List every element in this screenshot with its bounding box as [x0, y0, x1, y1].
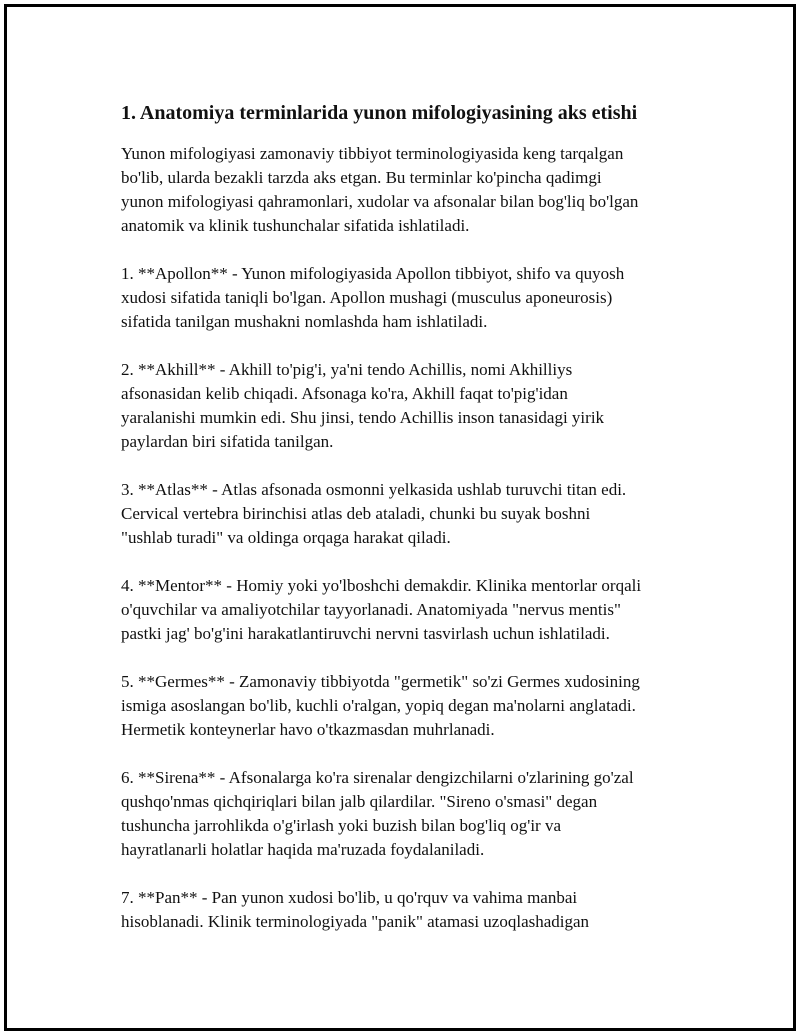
page-frame — [4, 4, 796, 1031]
item-apollon-paragraph: 1. **Apollon** - Yunon mifologiyasida Apollon tibbiyot, shifo va quyosh xudosi sifatida taniqli bo'lgan. Apollon mushagi (musculus aponeurosis) sifatida tanilgan mushakni nomlashda ham ishlatiladi. — [121, 264, 625, 331]
item-pan-paragraph: 7. **Pan** - Pan yunon xudosi bo'lib, u qo'rquv va vahima manbai hisoblanadi. Klinik terminologiyada "panik" atamasi uzoqlashadigan — [121, 888, 590, 931]
intro-paragraph: Yunon mifologiyasi zamonaviy tibbiyot terminologiyasida keng tarqalgan bo'lib, ularda bezakli tarzda aks etgan. Bu terminlar ko'pincha qadimgi yunon mifologiyasi qahramonlari, xudolar va afsonalar bilan bog'liq bo'lgan anatomik va klinik tushunchalar sifatida ishlatiladi. — [121, 144, 639, 235]
item-germes-paragraph: 5. **Germes** - Zamonaviy tibbiyotda "germetik" so'zi Germes xudosining ismiga asoslangan bo'lib, kuchli o'ralgan, yopiq degan ma'nolarni anglatadi. Hermetik konteynerlar havo o'tkazmasdan muhrlanadi. — [121, 672, 640, 739]
item-mentor-paragraph: 4. **Mentor** - Homiy yoki yo'lboshchi demakdir. Klinika mentorlar orqali o'quvchilar va amaliyotchilar tayyorlanadi. Anatomiyada "nervus mentis" pastki jag' bo'g'ini harakatlantiruvchi nervni tasvirlash uchun ishlatiladi. — [121, 576, 642, 643]
item-atlas-paragraph: 3. **Atlas** - Atlas afsonada osmonni yelkasida ushlab turuvchi titan edi. Cervical vertebra birinchisi atlas deb ataladi, chunki bu suyak boshni "ushlab turadi" va oldinga orqaga harakat qiladi. — [121, 480, 627, 547]
item-sirena-paragraph: 6. **Sirena** - Afsonalarga ko'ra sirenalar dengizchilarni o'zlarining go'zal qushqo'nmas qichqiriqlari bilan jalb qilardilar. "Sireno o'smasi" degan tushuncha jarrohlikda o'g'irlash yoki buzish bilan bog'liq og'ir va hayratlanarli holatlar haqida ma'ruzada foydalaniladi. — [121, 768, 634, 859]
document-title: 1. Anatomiya terminlarida yunon mifologiyasining aks etishi — [121, 102, 638, 124]
document-body — [121, 101, 701, 958]
item-akhill-paragraph: 2. **Akhill** - Akhill to'pig'i, ya'ni tendo Achillis, nomi Akhilliys afsonasidan kelib chiqadi. Afsonaga ko'ra, Akhill faqat to'pig'idan yaralanishi mumkin edi. Shu jinsi, tendo Achillis inson tanasidagi yirik paylardan biri sifatida tanilgan. — [121, 360, 605, 451]
